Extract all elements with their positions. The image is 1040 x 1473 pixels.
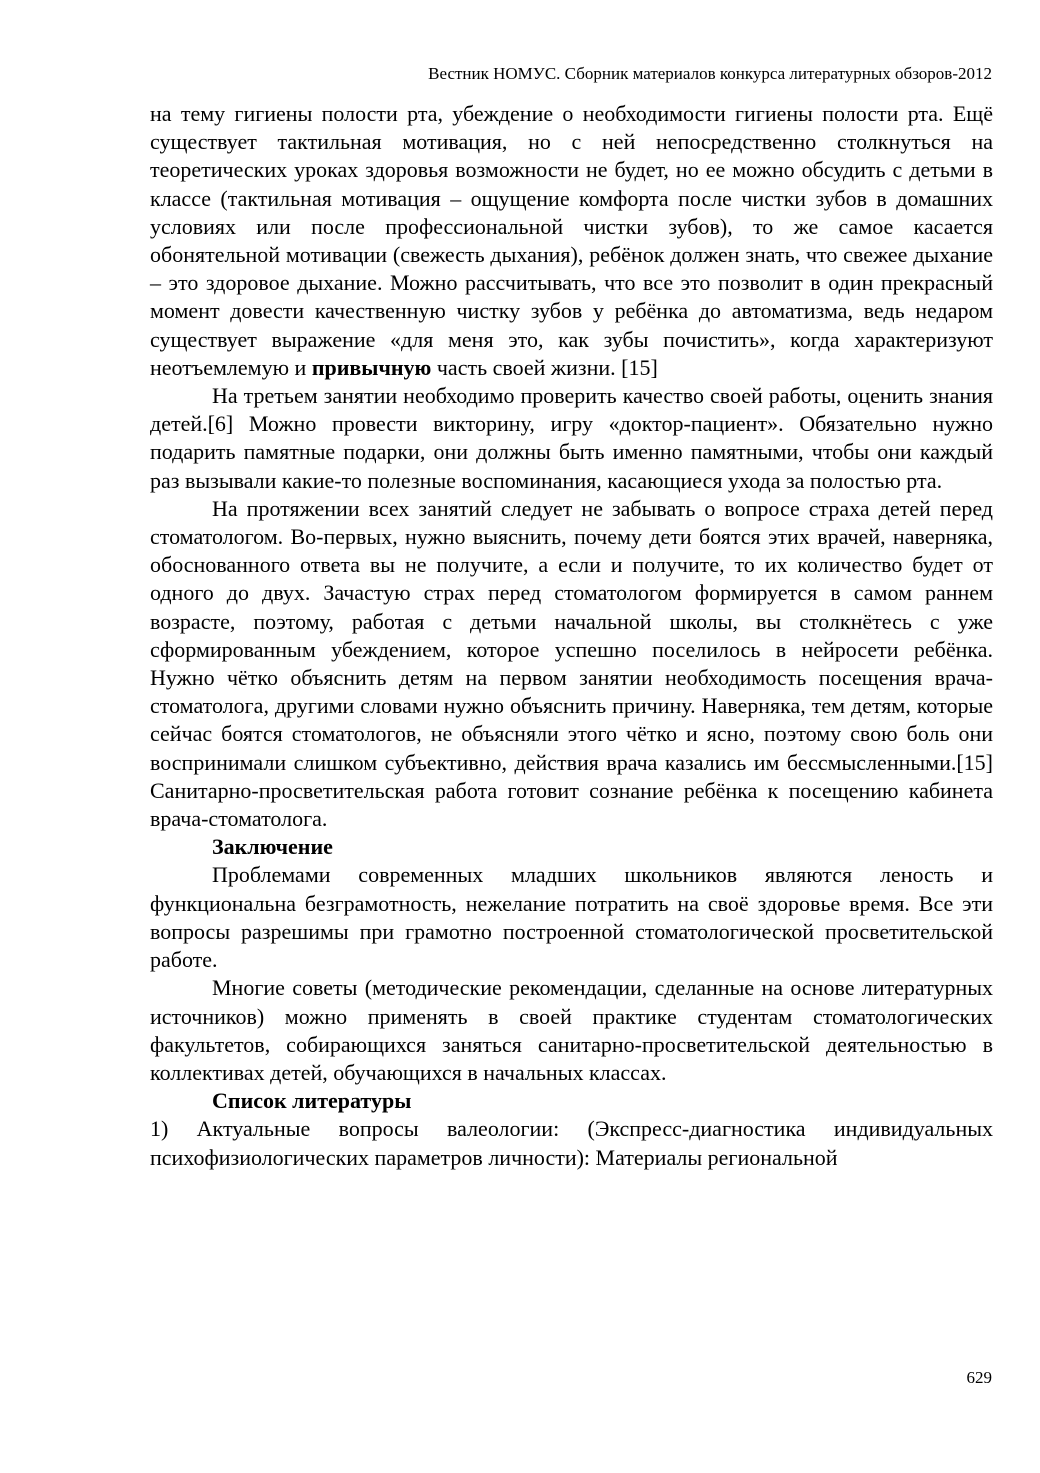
section-heading-references: Список литературы — [212, 1088, 412, 1114]
section-heading-conclusion: Заключение — [212, 834, 333, 860]
page-number: 629 — [966, 1368, 992, 1387]
paragraph-third-lesson: На третьем занятии необходимо проверить качество своей работы, оценить знания детей.[6] Можно провести викторину, игру «доктор-пациент». Обязательно нужно подарить памятные подарки, они должны быть именно памятными, чтобы они каждый раз вызывали какие-то полезные воспоминания, касающиеся ухода за полостью рта. — [150, 383, 993, 493]
paragraph-conclusion-problems: Проблемами современных младших школьников являются леность и функциональна безграмотность, нежелание потратить на своё здоровье время. Все эти вопросы разрешимы при грамотно построенной стоматологической просветительской работе. — [150, 862, 993, 973]
article-body — [150, 100, 993, 1172]
running-header: Вестник НОМУС. Сборник материалов конкурса литературных обзоров-2012 — [428, 64, 992, 83]
paragraph-conclusion-advice: Многие советы (методические рекомендации, сделанные на основе литературных источников) можно применять в своей практике студентам стоматологических факультетов, собирающихся заняться санитарно-просветительской деятельностью в коллективах детей, обучающихся в начальных классах. — [150, 975, 993, 1085]
paragraph-text: на тему гигиены полости рта, убеждение о необходимости гигиены полости рта. Ещё существует тактильная мотивация, но с ней непосредственно столкнуться на теоретических уроках здоровья возможности не будет, но ее можно обсудить с детьми в классе (тактильная мотивация – ощущение комфорта после чистки зубов в домашних условиях или после профессиональной чистки зубов), то же самое касается обонятельной мотивации (свежесть дыхания), ребёнок должен знать, что свежее дыхание – это здоровое дыхание. Можно рассчитывать, что все это позволит в один прекрасный момент довести качественную чистку зубов у ребёнка до автоматизма, ведь недаром существует выражение «для меня это, как зубы почистить», когда характеризуют неотъемлемую и — [150, 101, 993, 380]
bold-emphasis: привычную — [311, 354, 432, 380]
reference-item: 1) Актуальные вопросы валеологии: (Экспресс-диагностика индивидуальных психофизиологических параметров личности): Материалы региональной — [150, 1116, 993, 1170]
paragraph-fear-of-dentist: На протяжении всех занятий следует не забывать о вопросе страха детей перед стоматологом. Во-первых, нужно выяснить, почему дети боятся этих врачей, наверняка, обоснованного ответа вы не получите, а если и получите, то их количество будет от одного до двух. Зачастую страх перед стоматологом формируется в самом раннем возрасте, поэтому, работая с детьми начальной школы, вы столкнётесь с уже сформированным убеждением, которое успешно поселилось в нейросети ребёнка. Нужно чётко объяснить детям на первом занятии необходимость посещения врача-стоматолога, другими словами нужно объяснить причину. Наверняка, тем детям, которые сейчас боятся стоматологов, не объясняли этого чётко и ясно, поэтому свою боль они воспринимали слишком субъективно, действия врача казались им бессмысленными.[15] Санитарно-просветительская работа готовит сознание ребёнка к посещению кабинета врача-стоматолога. — [150, 495, 993, 832]
paragraph-text: часть своей жизни. [15] — [436, 354, 658, 380]
paragraph-motivation — [150, 100, 993, 382]
